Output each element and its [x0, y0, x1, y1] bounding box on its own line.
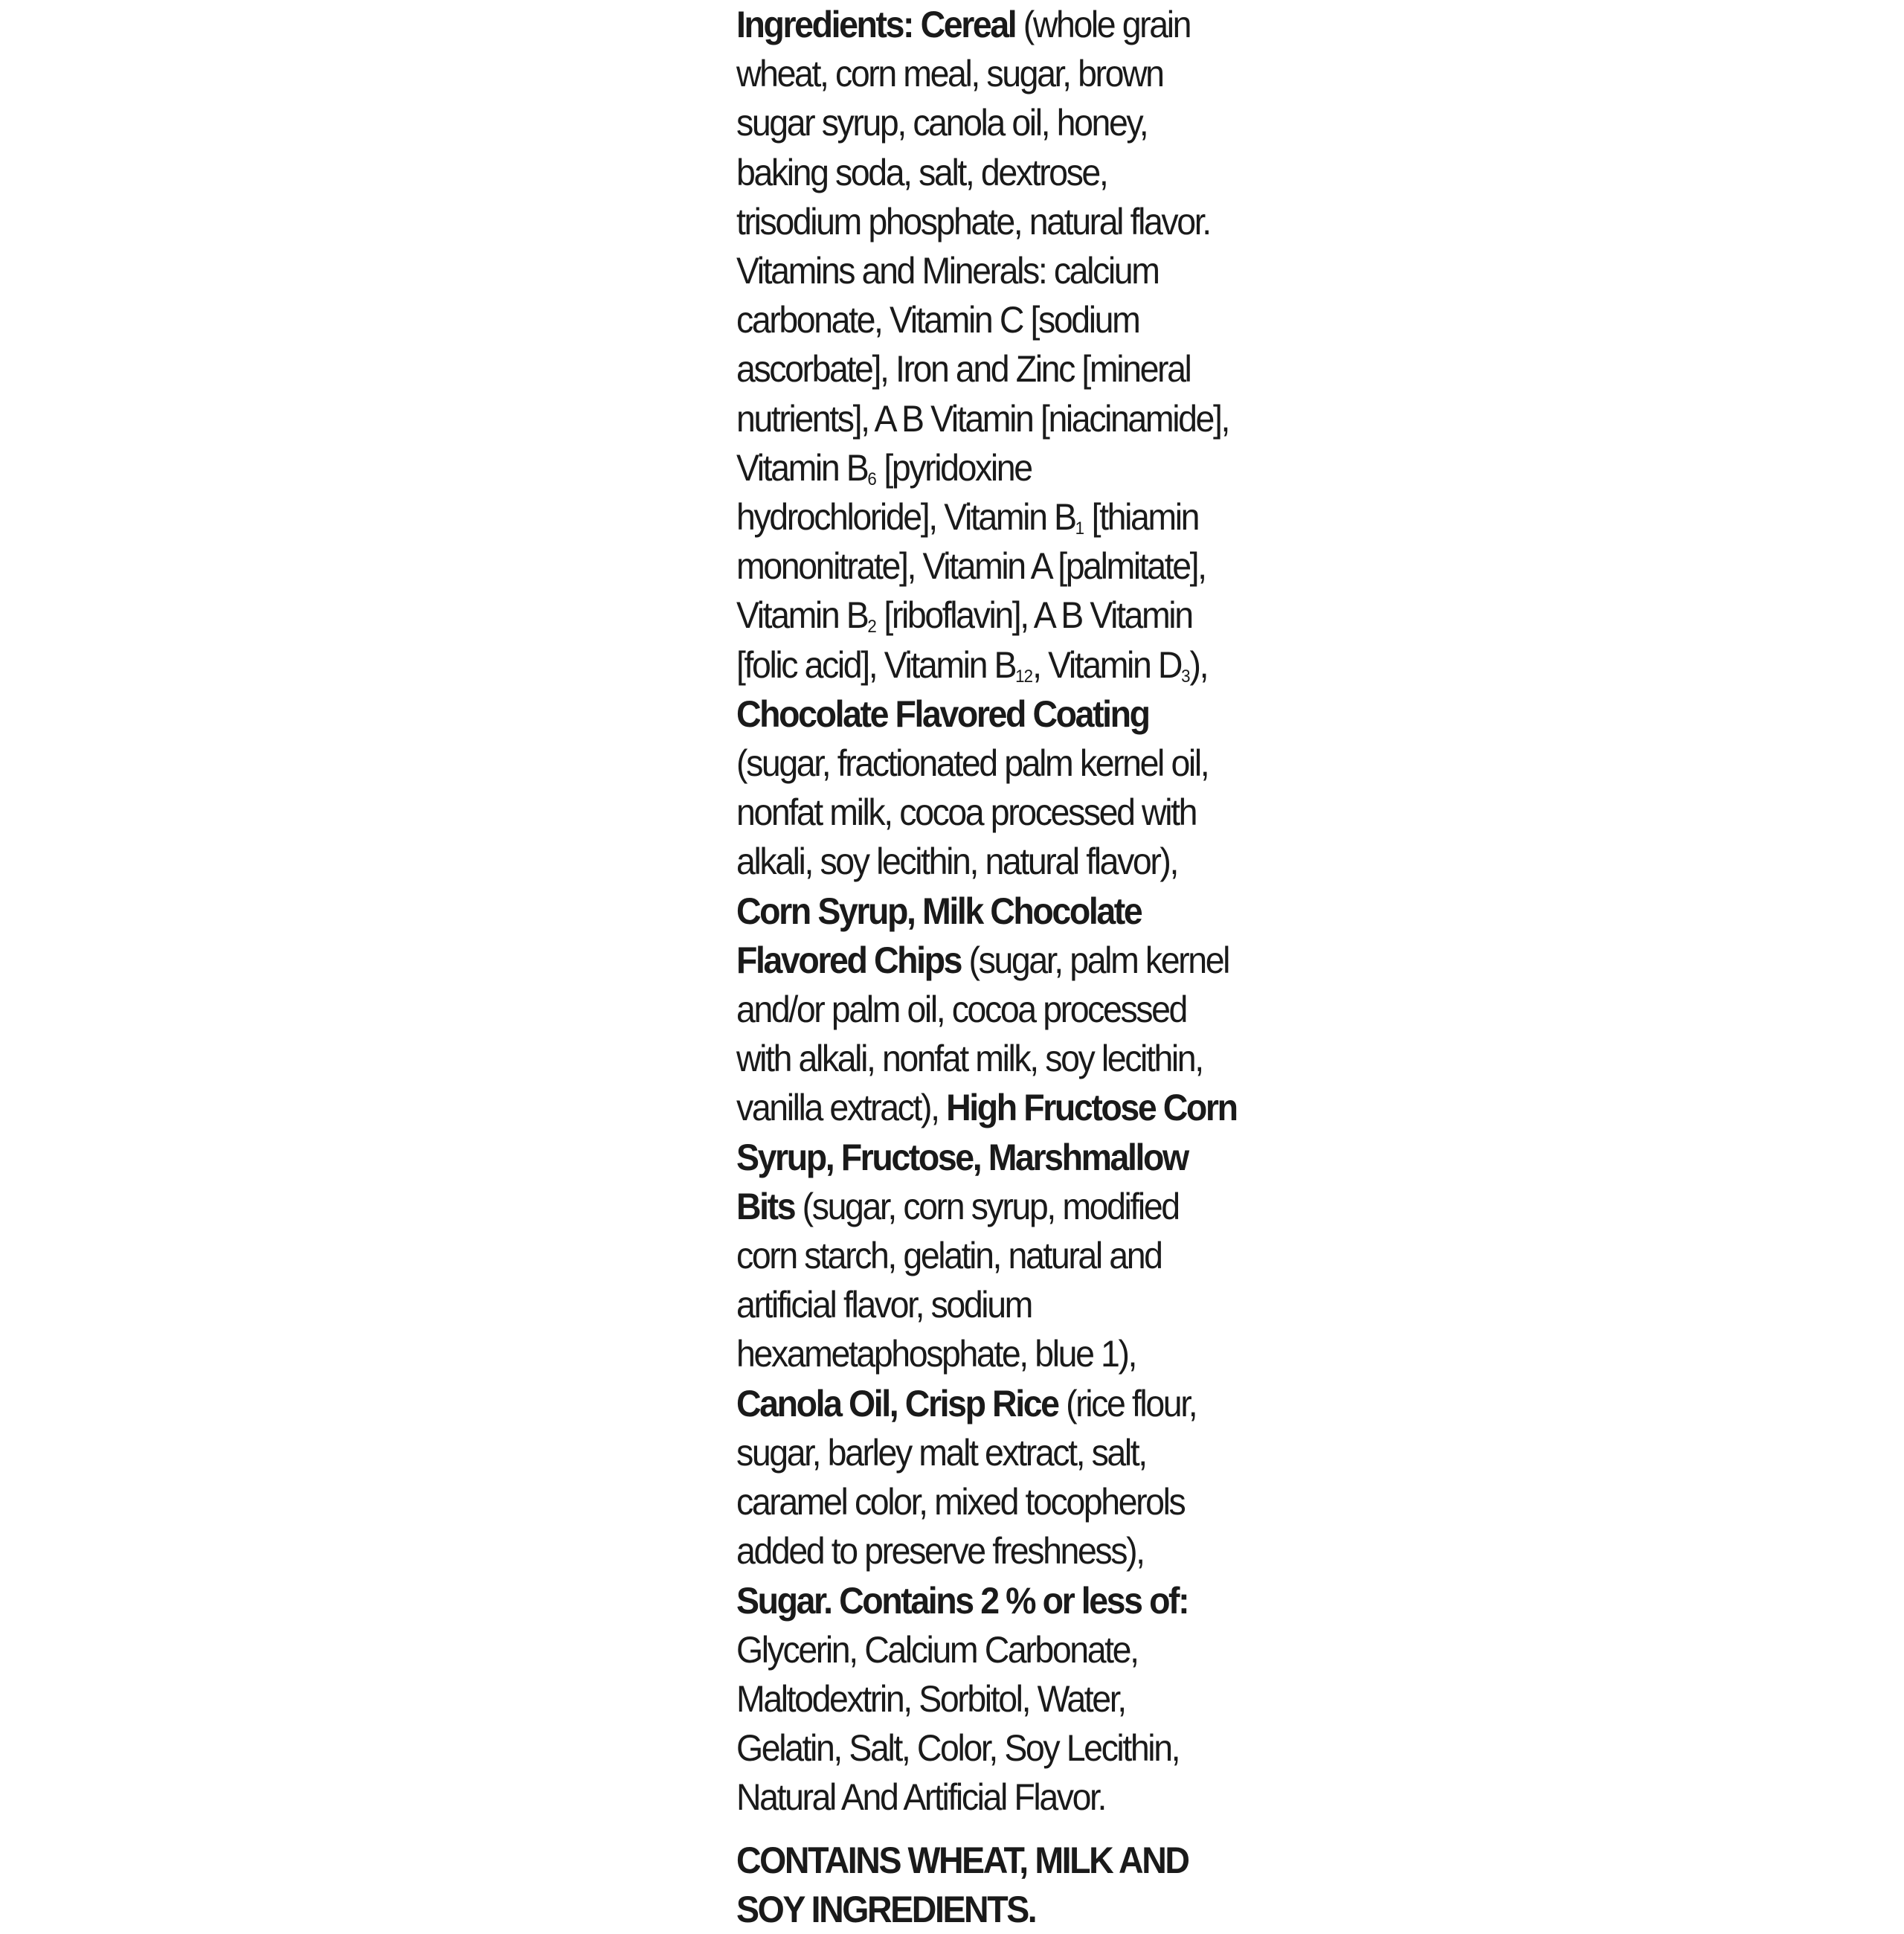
- spacer: [736, 1822, 1179, 1836]
- marshmallow-line-5: artificial flavor, sodium: [736, 1284, 1032, 1326]
- chips-line-5: [736, 1083, 1237, 1132]
- text-segment: (sugar, corn syrup, modified: [794, 1185, 1179, 1227]
- text-segment: (sugar, palm kernel: [961, 939, 1229, 981]
- cereal-line-2: wheat, corn meal, sugar, brown: [736, 53, 1163, 95]
- minor-line-2: Maltodextrin, Sorbitol, Water,: [736, 1677, 1125, 1720]
- cereal-line-10: [736, 443, 1179, 492]
- text-segment: [thiamin: [1084, 496, 1199, 539]
- rice-line-1: [736, 1379, 1197, 1428]
- cereal-line-11: [736, 492, 1199, 542]
- cereal-line-5: trisodium phosphate, natural flavor.: [736, 200, 1210, 242]
- subscript: 2: [867, 617, 876, 637]
- text-segment: Vitamin B: [736, 594, 868, 637]
- allergen-line-1: CONTAINS WHEAT, MILK AND: [736, 1839, 1189, 1881]
- text-segment: Vitamin B: [736, 446, 868, 489]
- rice-line-2: sugar, barley malt extract, salt,: [736, 1431, 1146, 1474]
- ingredients-panel: [736, 0, 1237, 1934]
- subscript: 6: [867, 469, 876, 489]
- marshmallow-line-4: corn starch, gelatin, natural and: [736, 1235, 1162, 1277]
- text-segment: hydrochloride], Vitamin B: [736, 496, 1075, 539]
- chips-name-line-1: Corn Syrup, Milk Chocolate: [736, 890, 1142, 932]
- minor-line-4: Natural And Artificial Flavor.: [736, 1776, 1106, 1819]
- rice-line-3: caramel color, mixed tocopherols: [736, 1481, 1185, 1523]
- marshmallow-line-6: hexametaphosphate, blue 1),: [736, 1333, 1136, 1375]
- subscript: 1: [1075, 518, 1084, 539]
- coating-name: Chocolate Flavored Coating: [736, 693, 1149, 735]
- subscript: 12: [1015, 666, 1033, 687]
- cereal-name: Cereal: [920, 4, 1016, 45]
- cereal-line-3: sugar syrup, canola oil, honey,: [736, 102, 1148, 144]
- cereal-line-7: carbonate, Vitamin C [sodium: [736, 299, 1139, 341]
- cereal-line-13: [736, 591, 1192, 640]
- marshmallow-name-part-3: Bits: [736, 1185, 795, 1227]
- marshmallow-name-part-1: High Fructose Corn: [946, 1087, 1237, 1129]
- minor-line-1: Glycerin, Calcium Carbonate,: [736, 1628, 1138, 1671]
- cereal-line-8: ascorbate], Iron and Zinc [mineral: [736, 348, 1191, 391]
- chips-line-4: with alkali, nonfat milk, soy lecithin,: [736, 1038, 1203, 1080]
- text-segment: vanilla extract),: [736, 1087, 947, 1129]
- text-segment: , Vitamin D: [1032, 643, 1182, 686]
- ingredients-line-1: [736, 0, 1191, 49]
- text-segment: [pyridoxine: [875, 446, 1032, 489]
- chips-line-3: and/or palm oil, cocoa processed: [736, 989, 1187, 1031]
- cereal-line-9: nutrients], A B Vitamin [niacinamide],: [736, 397, 1229, 440]
- allergen-line-2: SOY INGREDIENTS.: [736, 1888, 1036, 1930]
- text-segment: [riboflavin], A B Vitamin: [875, 594, 1192, 637]
- minor-line-3: Gelatin, Salt, Color, Soy Lecithin,: [736, 1727, 1180, 1770]
- cereal-line-14: [736, 640, 1208, 690]
- coating-line-3: nonfat milk, cocoa processed with: [736, 791, 1197, 834]
- subscript: 3: [1181, 666, 1190, 687]
- ingredients-heading: Ingredients:: [736, 4, 913, 45]
- rice-line-4: added to preserve freshness),: [736, 1530, 1144, 1572]
- sugar-line: Sugar. Contains 2 % or less of:: [736, 1579, 1189, 1622]
- marshmallow-line-3: [736, 1182, 1179, 1231]
- marshmallow-name-part-2: Syrup, Fructose, Marshmallow: [736, 1136, 1188, 1178]
- text-segment: (rice flour,: [1058, 1382, 1197, 1424]
- coating-line-4: alkali, soy lecithin, natural flavor),: [736, 841, 1178, 883]
- cereal-line-4: baking soda, salt, dextrose,: [736, 151, 1107, 193]
- cereal-open: (whole grain: [1015, 4, 1191, 45]
- chips-name-line-2: Flavored Chips: [736, 939, 962, 981]
- cereal-line-12: mononitrate], Vitamin A [palmitate],: [736, 545, 1206, 588]
- coating-line-2: (sugar, fractionated palm kernel oil,: [736, 742, 1209, 785]
- chips-line-2: [736, 936, 1229, 985]
- text-segment: [folic acid], Vitamin B: [736, 643, 1016, 686]
- rice-name: Canola Oil, Crisp Rice: [736, 1382, 1058, 1424]
- text-segment: ),: [1189, 643, 1208, 686]
- cereal-line-6: Vitamins and Minerals: calcium: [736, 250, 1159, 292]
